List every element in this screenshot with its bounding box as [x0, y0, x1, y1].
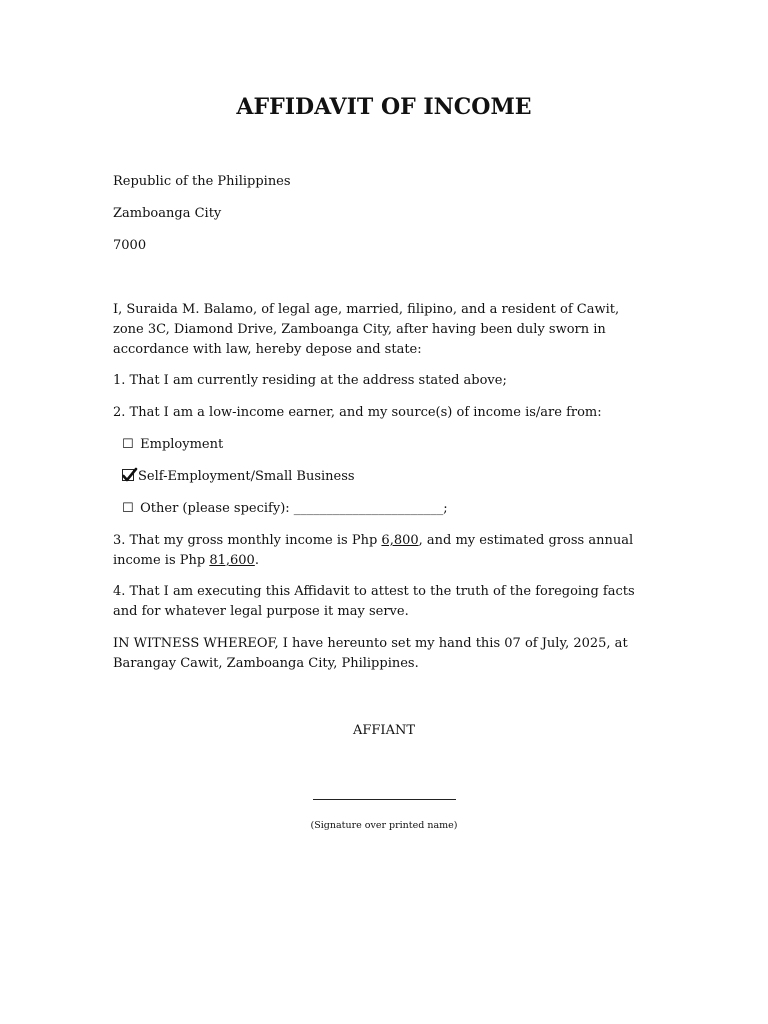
item-2: 2. That I am a low-income earner, and my source(s) of income is/are from: [113, 405, 602, 420]
intro-paragraph: I, Suraida M. Balamo, of legal age, married, filipino, and a resident of Cawit, zone 3C, Diamond Drive, Zamboanga City, after having been duly sworn in accordance with law, hereby depose and state: [113, 302, 620, 357]
option-self-employment[interactable] [122, 467, 355, 487]
item-4: 4. That I am executing this Affidavit to attest to the truth of the foregoing facts and for whatever legal purpose it may serve. [113, 584, 635, 619]
checkbox-other[interactable]: ☐ [122, 501, 134, 516]
item-3-text-c: . [254, 553, 259, 568]
option-employment-label: Employment [140, 437, 224, 452]
checkbox-employment[interactable]: ☐ [122, 437, 134, 452]
venue-country: Republic of the Philippines [113, 174, 291, 189]
monthly-income-value: 6,800 [381, 533, 419, 548]
checkbox-self-employment-checked[interactable] [122, 468, 136, 482]
affiant-label: AFFIANT [353, 723, 415, 738]
signature-caption: (Signature over printed name) [310, 820, 458, 831]
witness-paragraph: IN WITNESS WHEREOF, I have hereunto set my hand this 07 of July, 2025, at Barangay Cawit, Zamboanga City, Philippines. [113, 636, 628, 671]
signature-line [313, 799, 456, 800]
checkmark-icon [122, 467, 140, 483]
item-3-text-b: , and my estimated gross annual income is Php [113, 533, 634, 568]
option-other[interactable] [122, 499, 448, 519]
option-other-label: Other (please specify): _______________________; [140, 501, 448, 516]
item-3 [113, 531, 653, 571]
item-1: 1. That I am currently residing at the address stated above; [113, 373, 507, 388]
venue-zip: 7000 [113, 238, 147, 253]
option-self-employment-label: Self-Employment/Small Business [138, 469, 355, 484]
annual-income-value: 81,600 [209, 553, 255, 568]
option-employment[interactable] [122, 435, 223, 455]
item-3-text-a: 3. That my gross monthly income is Php [113, 533, 382, 548]
venue-city: Zamboanga City [113, 206, 222, 221]
document-title: AFFIDAVIT OF INCOME [236, 94, 532, 120]
